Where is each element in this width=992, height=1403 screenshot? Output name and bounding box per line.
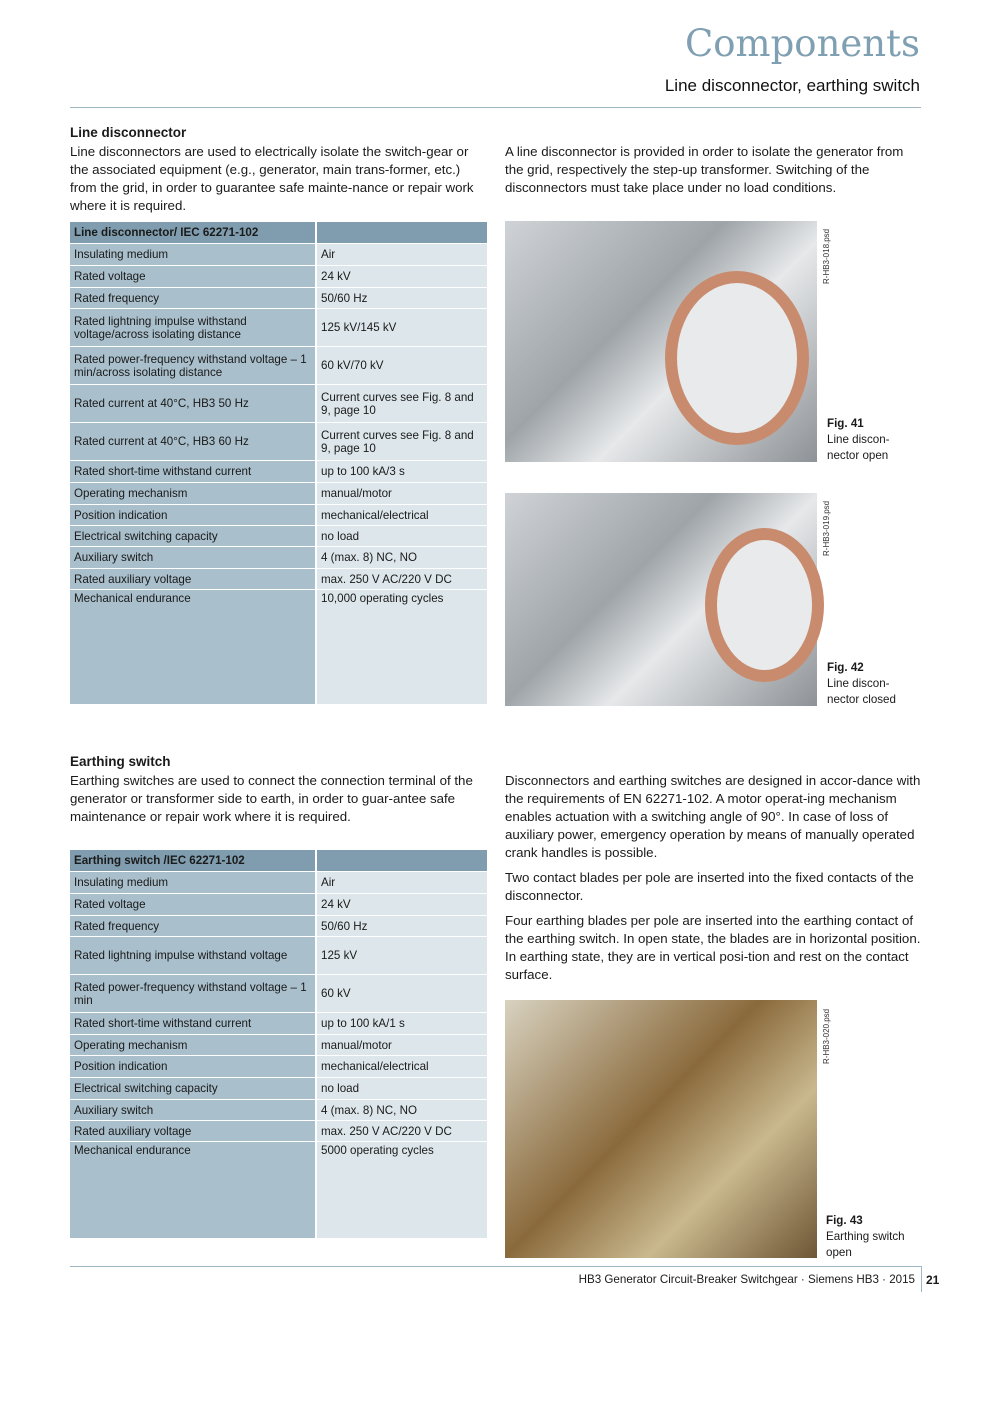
row-value: no load	[316, 526, 487, 547]
row-value: up to 100 kA/1 s	[316, 1013, 487, 1035]
table-row	[70, 309, 487, 347]
row-value: Air	[316, 244, 487, 266]
earth-right-p2: Two contact blades per pole are inserted into the fixed contacts of the disconnector.	[505, 870, 914, 903]
row-label: Operating mechanism	[70, 483, 316, 505]
row-label: Rated lightning impulse withstand voltage	[70, 937, 316, 975]
table-row	[70, 569, 487, 590]
row-value: 125 kV/145 kV	[316, 309, 487, 347]
row-value: Current curves see Fig. 8 and 9, page 10	[316, 423, 487, 461]
fig43-code: R-HB3-020.psd	[822, 1008, 831, 1064]
row-value: manual/motor	[316, 483, 487, 505]
row-value: up to 100 kA/3 s	[316, 461, 487, 483]
fig42-caption	[827, 660, 917, 708]
row-value: 50/60 Hz	[316, 288, 487, 309]
row-value: 60 kV/70 kV	[316, 347, 487, 385]
row-label: Mechanical endurance	[70, 1142, 316, 1239]
fig41-code: R-HB3-018.psd	[822, 228, 831, 284]
row-label: Rated power-frequency withstand voltage – 1 min	[70, 975, 316, 1013]
fig41-photo	[505, 221, 817, 462]
earthing-switch-table	[70, 850, 487, 1239]
page-title: Components	[684, 22, 920, 65]
row-value: manual/motor	[316, 1035, 487, 1056]
row-label: Insulating medium	[70, 872, 316, 894]
page-subtitle: Line disconnector, earthing switch	[664, 76, 920, 95]
row-label: Rated voltage	[70, 266, 316, 288]
table-row	[70, 937, 487, 975]
table-row	[70, 1013, 487, 1035]
row-label: Position indication	[70, 1056, 316, 1078]
table-header	[70, 222, 487, 244]
fig43-text: Earthing switch open	[826, 1230, 905, 1259]
table-header-empty	[316, 850, 487, 872]
row-label: Auxiliary switch	[70, 547, 316, 569]
table-header-empty	[316, 222, 487, 244]
row-label: Rated current at 40°C, HB3 60 Hz	[70, 423, 316, 461]
row-label: Auxiliary switch	[70, 1100, 316, 1121]
line-intro: Line disconnectors are used to electrically isolate the switch-gear or the associated equipment (e.g., generator, main trans-former, etc.) from the grid, in order to guarantee safe mainte-nance or repair work where it is required.	[70, 144, 474, 213]
row-value: Current curves see Fig. 8 and 9, page 10	[316, 385, 487, 423]
row-value: 125 kV	[316, 937, 487, 975]
table-row	[70, 244, 487, 266]
fig43-number: Fig. 43	[826, 1214, 863, 1227]
table-row	[70, 1056, 487, 1078]
row-value: max. 250 V AC/220 V DC	[316, 569, 487, 590]
earth-heading: Earthing switch	[70, 754, 171, 769]
row-label: Electrical switching capacity	[70, 1078, 316, 1100]
row-value: max. 250 V AC/220 V DC	[316, 1121, 487, 1142]
table-row	[70, 1142, 487, 1239]
table-row	[70, 483, 487, 505]
table-header	[70, 850, 487, 872]
table-row	[70, 1100, 487, 1121]
table-row	[70, 423, 487, 461]
row-value: 24 kV	[316, 266, 487, 288]
page-number: 21	[926, 1273, 940, 1287]
table-title: Earthing switch /IEC 62271-102	[70, 850, 316, 872]
row-label: Electrical switching capacity	[70, 526, 316, 547]
row-label: Rated current at 40°C, HB3 50 Hz	[70, 385, 316, 423]
fig41-text: Line discon-nector open	[827, 433, 890, 462]
table-row	[70, 590, 487, 705]
fig43-photo	[505, 1000, 817, 1258]
row-value: 24 kV	[316, 894, 487, 916]
row-label: Rated auxiliary voltage	[70, 1121, 316, 1142]
row-label: Insulating medium	[70, 244, 316, 266]
footer-divider	[921, 1266, 922, 1292]
table-row	[70, 916, 487, 937]
earth-intro: Earthing switches are used to connect the connection terminal of the generator or transformer side to earth, in order to guar-antee safe maintenance or repair work where it is required.	[70, 773, 473, 824]
row-label: Rated short-time withstand current	[70, 1013, 316, 1035]
row-label: Rated voltage	[70, 894, 316, 916]
table-row	[70, 1078, 487, 1100]
fig42-number: Fig. 42	[827, 661, 864, 674]
fig41-caption	[827, 416, 917, 464]
footer-rule	[70, 1266, 921, 1267]
table-row	[70, 288, 487, 309]
table-row	[70, 461, 487, 483]
table-row	[70, 547, 487, 569]
row-label: Rated frequency	[70, 288, 316, 309]
table-row	[70, 1035, 487, 1056]
table-row	[70, 505, 487, 526]
row-value: 10,000 operating cycles	[316, 590, 487, 705]
table-row	[70, 894, 487, 916]
table-row	[70, 975, 487, 1013]
fig43-caption	[826, 1213, 921, 1261]
line-disconnector-table	[70, 222, 487, 705]
row-label: Position indication	[70, 505, 316, 526]
row-value: 4 (max. 8) NC, NO	[316, 547, 487, 569]
row-value: 60 kV	[316, 975, 487, 1013]
header-rule	[70, 107, 921, 108]
row-label: Rated frequency	[70, 916, 316, 937]
line-right-text: A line disconnector is provided in order to isolate the generator from the grid, respectively the step-up transformer. Switching of the disconnectors must take place under no load conditions.	[505, 144, 904, 195]
row-label: Mechanical endurance	[70, 590, 316, 705]
row-value: no load	[316, 1078, 487, 1100]
table-row	[70, 385, 487, 423]
row-label: Rated auxiliary voltage	[70, 569, 316, 590]
fig42-code: R-HB3-019.psd	[822, 500, 831, 556]
row-value: mechanical/electrical	[316, 505, 487, 526]
table-row	[70, 872, 487, 894]
fig42-text: Line discon-nector closed	[827, 677, 896, 706]
table-title: Line disconnector/ IEC 62271-102	[70, 222, 316, 244]
row-label: Rated short-time withstand current	[70, 461, 316, 483]
footer-text: HB3 Generator Circuit-Breaker Switchgear · Siemens HB3 · 2015	[578, 1273, 915, 1286]
row-value: 5000 operating cycles	[316, 1142, 487, 1239]
row-value: 50/60 Hz	[316, 916, 487, 937]
row-label: Rated power-frequency withstand voltage – 1 min/across isolating distance	[70, 347, 316, 385]
earth-right-p1: Disconnectors and earthing switches are designed in accor-dance with the requirements of EN 62271-102. A motor operat-ing mechanism enables actuation with a switching angle of 90°. In case of loss of auxiliary power, emergency operation by means of manually operated crank handles is possible.	[505, 773, 921, 860]
table-row	[70, 347, 487, 385]
table-row	[70, 266, 487, 288]
earth-right-p3: Four earthing blades per pole are inserted into the earthing contact of the earthing switch. In open state, the blades are in horizontal position. In earthing state, they are in vertical posi-tion and rest on the contact surface.	[505, 913, 921, 982]
row-label: Operating mechanism	[70, 1035, 316, 1056]
earth-right-column	[505, 772, 923, 984]
row-value: Air	[316, 872, 487, 894]
row-value: 4 (max. 8) NC, NO	[316, 1100, 487, 1121]
row-value: mechanical/electrical	[316, 1056, 487, 1078]
fig41-number: Fig. 41	[827, 417, 864, 430]
row-label: Rated lightning impulse withstand voltage/across isolating distance	[70, 309, 316, 347]
table-row	[70, 526, 487, 547]
line-heading: Line disconnector	[70, 125, 187, 140]
fig42-photo	[505, 493, 817, 706]
table-row	[70, 1121, 487, 1142]
